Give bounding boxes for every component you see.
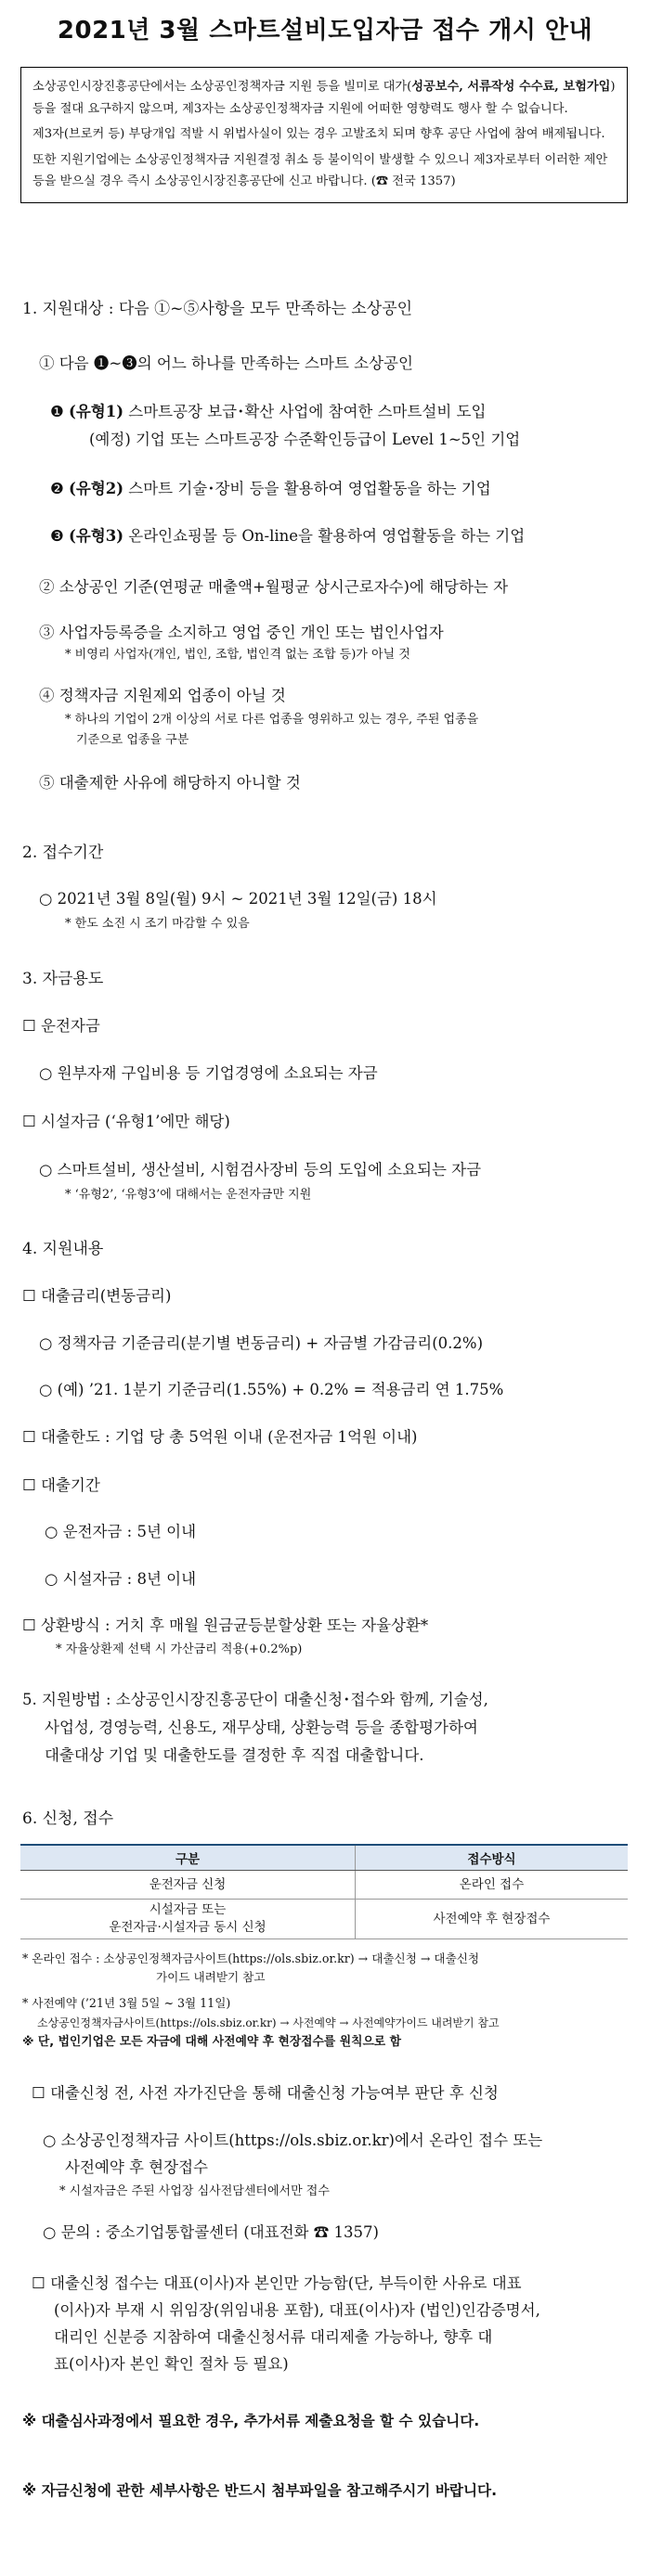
notice-paragraph-3: 또한 지원기업에는 소상공인정책자금 지원결정 취소 등 불이익이 발생할 수 있으니 제3자로부터 이러한 제안 등을 받으실 경우 즉시 소상공인시장진흥공단에 신고 바랍니다. (☎ 전국 1357) — [32, 152, 608, 188]
type2-label: (유형2) — [69, 480, 124, 497]
self-diagnosis-line: ☐ 대출신청 전, 사전 자가진단을 통해 대출신청 가능여부 판단 후 신청 — [32, 2084, 499, 2102]
type2-number-icon: ❷ — [50, 480, 64, 497]
type1-label: (유형1) — [69, 403, 124, 420]
application-method-table — [20, 1844, 628, 1939]
repayment-method: ☐ 상환방식 : 거치 후 매월 원금균등분할상환 또는 자율상환* — [22, 1616, 429, 1634]
criteria-item-5: ⑤ 대출제한 사유에 해당하지 아니할 것 — [39, 774, 301, 792]
online-application-note-2: 가이드 내려받기 참고 — [156, 1970, 266, 1984]
section-6-heading: 6. 신청, 접수 — [22, 1810, 114, 1828]
type3-line — [50, 523, 525, 546]
online-application-note-1: * 온라인 접수 : 소상공인정책자금사이트(https://ols.sbiz.or.kr) → 대출신청 → 대출신청 — [22, 1951, 480, 1965]
table-header-method: 접수방식 — [356, 1845, 629, 1871]
table-cell: 온라인 접수 — [356, 1871, 629, 1900]
warning-notice-box — [20, 67, 628, 203]
criteria-item-4: ④ 정책자금 지원제외 업종이 아닐 것 — [39, 687, 286, 704]
notice-text: 소상공인시장진흥공단에서는 소상공인정책자금 지원 등을 빌미로 대가( — [32, 80, 412, 94]
loan-limit: ☐ 대출한도 : 기업 당 총 5억원 이내 (운전자금 1억원 이내) — [22, 1428, 418, 1446]
notice-paragraph-2: 제3자(브로커 등) 부당개입 적발 시 위법사실이 있는 경우 고발조치 되며 향후 공단 사업에 참여 배제됩니다. — [32, 127, 605, 141]
type3-number-icon: ❸ — [50, 527, 64, 545]
footer-note-2: ※ 자금신청에 관한 세부사항은 반드시 첨부파일을 참고해주시기 바랍니다. — [22, 2482, 497, 2499]
page-title: 2021년 3월 스마트설비도입자금 접수 개시 안내 — [57, 17, 593, 45]
representative-line-2: (이사)자 부재 시 위임장(위임내용 포함), 대표(이사)자 (법인)인감증명서, — [54, 2301, 540, 2319]
operating-fund-title: ☐ 운전자금 — [22, 1017, 100, 1035]
table-header-row — [20, 1845, 628, 1871]
type1-text: 스마트공장 보급･확산 사업에 참여한 스마트설비 도입 — [128, 403, 487, 420]
table-header-category: 구분 — [20, 1845, 356, 1871]
type2-line — [50, 476, 491, 498]
notice-bold-text: 성공보수, 서류작성 수수료, 보험가입 — [411, 80, 611, 94]
operating-fund-desc: ○ 원부자재 구입비용 등 기업경영에 소요되는 자금 — [39, 1064, 378, 1082]
representative-line-3: 대리인 신분증 지참하여 대출신청서류 대리제출 가능하나, 향후 대 — [54, 2328, 493, 2346]
table-cell: 운전자금 신청 — [20, 1871, 356, 1900]
footer-note-1: ※ 대출심사과정에서 필요한 경우, 추가서류 제출요청을 할 수 있습니다. — [22, 2413, 480, 2429]
section-5-line-2: 사업성, 경영능력, 신용도, 재무상태, 상환능력 등을 종합평가하여 — [45, 1719, 478, 1736]
application-period-note: * 한도 소진 시 조기 마감할 수 있음 — [65, 917, 250, 931]
table-row — [20, 1900, 628, 1939]
section-3-heading: 3. 자금용도 — [22, 970, 104, 988]
table-cell-line: 운전자금·시설자금 동시 신청 — [109, 1920, 266, 1935]
site-line-1: ○ 소상공인정책자금 사이트(https://ols.sbiz.or.kr)에서 온라인 접수 또는 — [43, 2132, 543, 2149]
criteria-item-4-note-1: * 하나의 기업이 2개 이상의 서로 다른 업종을 영위하고 있는 경우, 주된 업종을 — [65, 713, 479, 727]
site-line-2: 사전예약 후 현장접수 — [65, 2158, 208, 2176]
table-row — [20, 1871, 628, 1900]
facility-fund-title: ☐ 시설자금 (‘유형1’에만 해당) — [22, 1113, 230, 1130]
type1-line-2: (예정) 기업 또는 스마트공장 수준확인등급이 Level 1~5인 기업 — [89, 431, 521, 448]
type1-number-icon: ❶ — [50, 403, 64, 420]
loan-period-title: ☐ 대출기간 — [22, 1476, 100, 1494]
application-period: ○ 2021년 3월 8일(월) 9시 ~ 2021년 3월 12일(금) 18시 — [39, 890, 437, 908]
section-4-heading: 4. 지원내용 — [22, 1240, 104, 1258]
section-5-line-3: 대출대상 기업 및 대출한도를 결정한 후 직접 대출합니다. — [45, 1746, 424, 1764]
contact-line: ○ 문의 : 중소기업통합콜센터 (대표전화 ☎ 1357) — [43, 2223, 379, 2241]
type3-text: 온라인쇼핑몰 등 On-line을 활용하여 영업활동을 하는 기업 — [128, 527, 526, 545]
criteria-item-3-note: * 비영리 사업자(개인, 법인, 조합, 법인격 없는 조합 등)가 아닐 것 — [65, 648, 410, 662]
criteria-item-1: ① 다음 ❶~❸의 어느 하나를 만족하는 스마트 소상공인 — [39, 354, 413, 372]
type2-text: 스마트 기술･장비 등을 활용하여 영업활동을 하는 기업 — [128, 480, 491, 497]
loan-period-operating: ○ 운전자금 : 5년 이내 — [45, 1523, 197, 1540]
interest-rate-title: ☐ 대출금리(변동금리) — [22, 1287, 172, 1305]
site-note: * 시설자금은 주된 사업장 심사전담센터에서만 접수 — [59, 2184, 330, 2198]
criteria-item-2: ② 소상공인 기준(연평균 매출액+월평균 상시근로자수)에 해당하는 자 — [39, 578, 509, 596]
reservation-note-2: 소상공인정책자금사이트(https://ols.sbiz.or.kr) → 사전예약 → 사전예약가이드 내려받기 참고 — [37, 2016, 500, 2029]
representative-line-4: 표(이사)자 본인 확인 절차 등 필요) — [54, 2355, 289, 2373]
interest-rate-desc: ○ 정책자금 기준금리(분기별 변동금리) + 자금별 가감금리(0.2%) — [39, 1334, 484, 1352]
type3-label: (유형3) — [69, 527, 124, 545]
corporate-notice: ※ 단, 법인기업은 모든 자금에 대해 사전예약 후 현장접수를 원칙으로 함 — [22, 2035, 401, 2049]
reservation-note-1: * 사전예약 (’21년 3월 5일 ~ 3월 11일) — [22, 1996, 231, 2010]
representative-line-1: ☐ 대출신청 접수는 대표(이사)자 본인만 가능함(단, 부득이한 사유로 대표 — [32, 2274, 522, 2292]
interest-rate-example: ○ (예) ’21. 1분기 기준금리(1.55%) + 0.2% = 적용금리 연 1.75% — [39, 1381, 504, 1398]
type1-line-1 — [50, 399, 486, 421]
table-cell — [20, 1900, 356, 1939]
repayment-note: * 자율상환제 선택 시 가산금리 적용(+0.2%p) — [56, 1642, 303, 1656]
section-5-line-1: 5. 지원방법 : 소상공인시장진흥공단이 대출신청･접수와 함께, 기술성, — [22, 1691, 488, 1708]
section-1-heading: 1. 지원대상 : 다음 ①~⑤사항을 모두 만족하는 소상공인 — [22, 300, 413, 318]
facility-fund-desc: ○ 스마트설비, 생산설비, 시험검사장비 등의 도입에 소요되는 자금 — [39, 1161, 482, 1179]
loan-period-facility: ○ 시설자금 : 8년 이내 — [45, 1570, 197, 1588]
facility-fund-note: * ‘유형2’, ‘유형3’에 대해서는 운전자금만 지원 — [65, 1188, 312, 1202]
section-2-heading: 2. 접수기간 — [22, 844, 104, 862]
notice-text: ) 등을 절대 요구하지 않으며, 제3자는 소상공인정책자금 지원에 어떠한 영향력도 행사 할 수 없습니다. — [32, 80, 616, 116]
criteria-item-4-note-2: 기준으로 업종을 구분 — [76, 733, 189, 747]
table-cell: 사전예약 후 현장접수 — [356, 1900, 629, 1939]
notice-paragraph-1 — [32, 76, 616, 120]
table-cell-line: 시설자금 또는 — [149, 1902, 227, 1917]
criteria-item-3: ③ 사업자등록증을 소지하고 영업 중인 개인 또는 법인사업자 — [39, 624, 444, 641]
